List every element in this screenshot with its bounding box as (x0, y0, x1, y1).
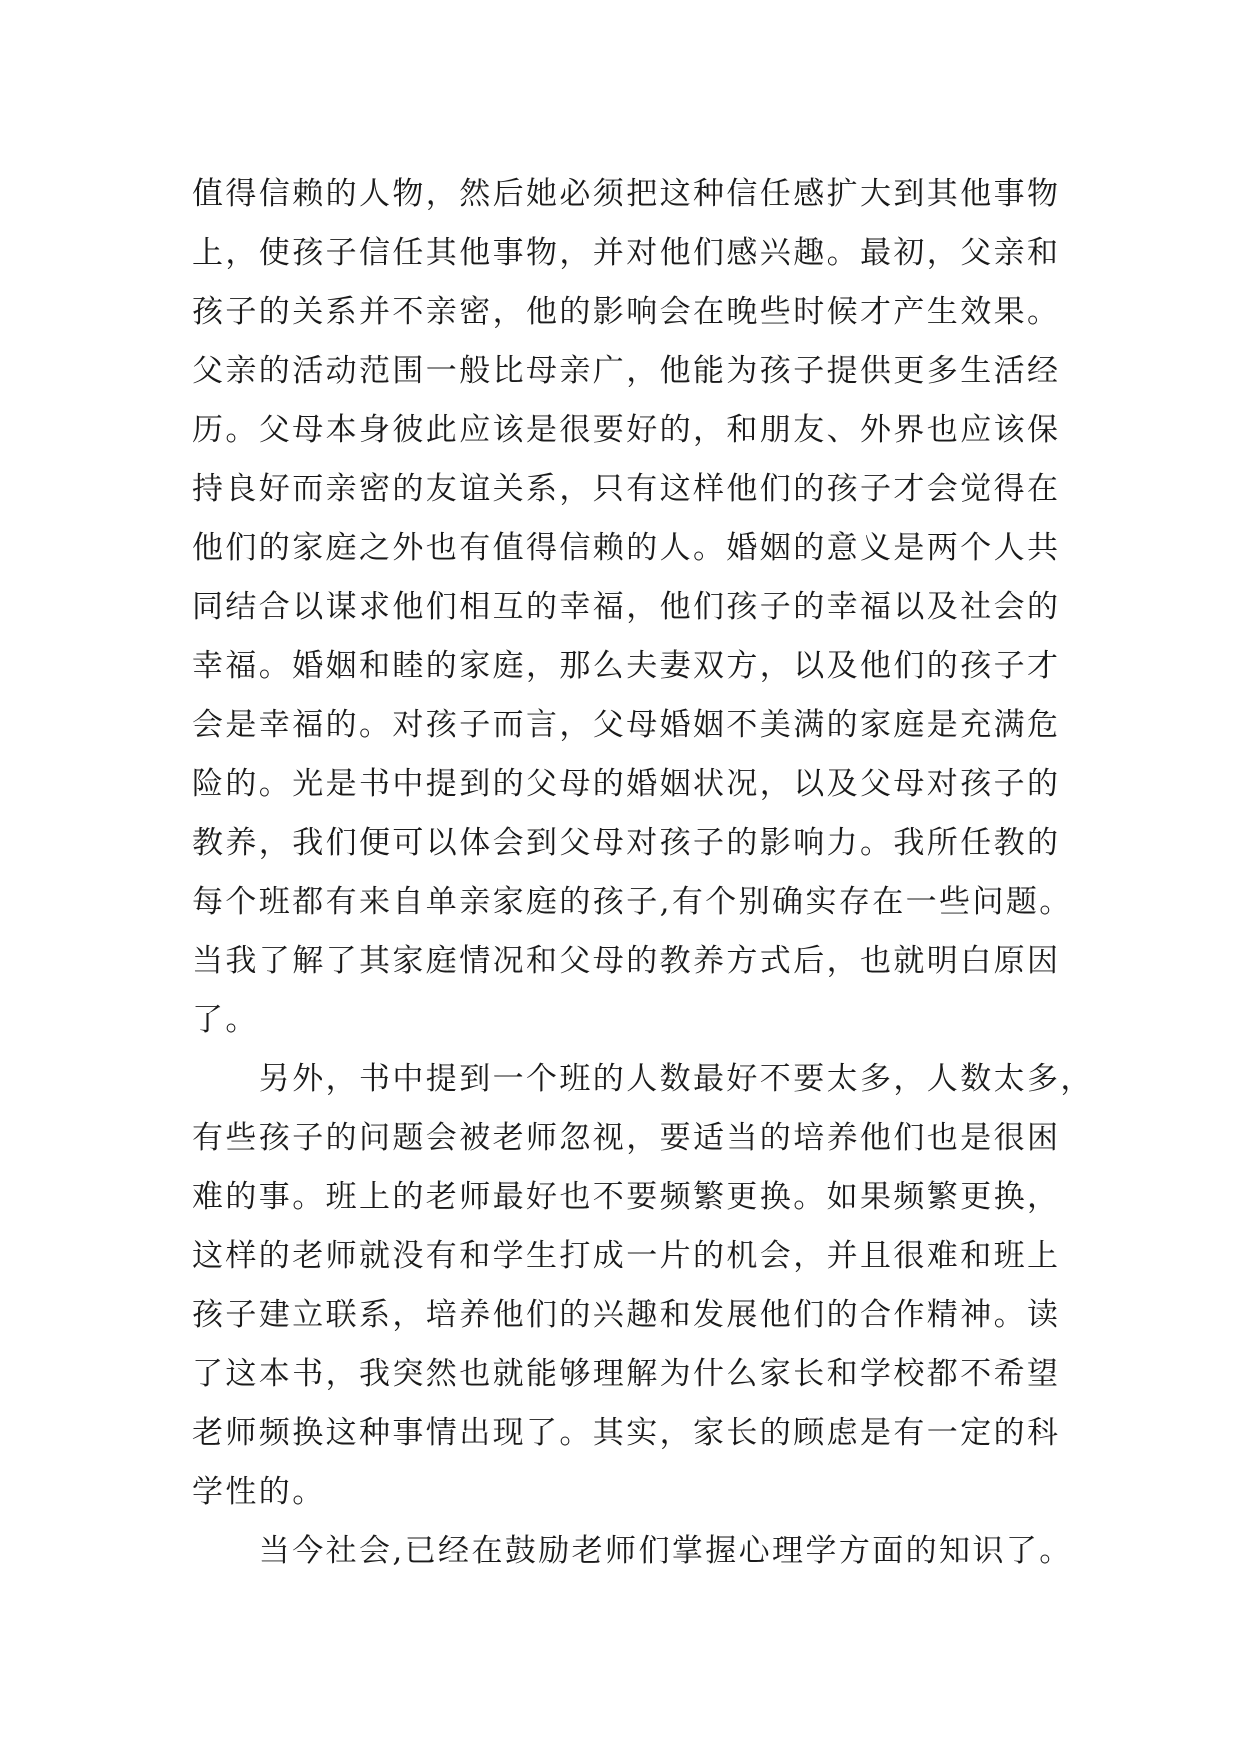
text-line: 值得信赖的人物，然后她必须把这种信任感扩大到其他事物 (192, 176, 1061, 212)
text-line: 父亲的活动范围一般比母亲广，他能为孩子提供更多生活经 (192, 353, 1061, 389)
text-line: 孩子建立联系，培养他们的兴趣和发展他们的合作精神。读 (192, 1297, 1061, 1333)
paragraph-start-line: 当今社会,已经在鼓励老师们掌握心理学方面的知识了。 (192, 1533, 1073, 1569)
text-line: 幸福。婚姻和睦的家庭，那么夫妻双方，以及他们的孩子才 (192, 648, 1061, 684)
text-line: 他们的家庭之外也有值得信赖的人。婚姻的意义是两个人共 (192, 530, 1061, 566)
text-line: 当我了解了其家庭情况和父母的教养方式后，也就明白原因 (192, 943, 1061, 979)
text-line: 孩子的关系并不亲密，他的影响会在晚些时候才产生效果。 (192, 294, 1061, 330)
text-line: 学性的。 (192, 1474, 326, 1510)
text-line: 教养，我们便可以体会到父母对孩子的影响力。我所任教的 (192, 825, 1061, 861)
text-line: 这样的老师就没有和学生打成一片的机会，并且很难和班上 (192, 1238, 1061, 1274)
text-line: 会是幸福的。对孩子而言，父母婚姻不美满的家庭是充满危 (192, 707, 1061, 743)
text-line: 历。父母本身彼此应该是很要好的，和朋友、外界也应该保 (192, 412, 1061, 448)
text-line: 上，使孩子信任其他事物，并对他们感兴趣。最初，父亲和 (192, 235, 1061, 271)
paragraph-start-line: 另外，书中提到一个班的人数最好不要太多，人数太多， (192, 1061, 1094, 1097)
text-line: 持良好而亲密的友谊关系，只有这样他们的孩子才会觉得在 (192, 471, 1061, 507)
text-line: 了。 (192, 1002, 259, 1038)
text-line: 同结合以谋求他们相互的幸福，他们孩子的幸福以及社会的 (192, 589, 1061, 625)
text-line: 有些孩子的问题会被老师忽视，要适当的培养他们也是很困 (192, 1120, 1061, 1156)
text-line: 了这本书，我突然也就能够理解为什么家长和学校都不希望 (192, 1356, 1061, 1392)
body-text (192, 165, 1094, 1581)
text-line: 每个班都有来自单亲家庭的孩子,有个别确实存在一些问题。 (192, 884, 1073, 920)
text-line: 老师频换这种事情出现了。其实，家长的顾虑是有一定的科 (192, 1415, 1061, 1451)
text-line: 险的。光是书中提到的父母的婚姻状况，以及父母对孩子的 (192, 766, 1061, 802)
text-line: 难的事。班上的老师最好也不要频繁更换。如果频繁更换， (192, 1179, 1061, 1215)
